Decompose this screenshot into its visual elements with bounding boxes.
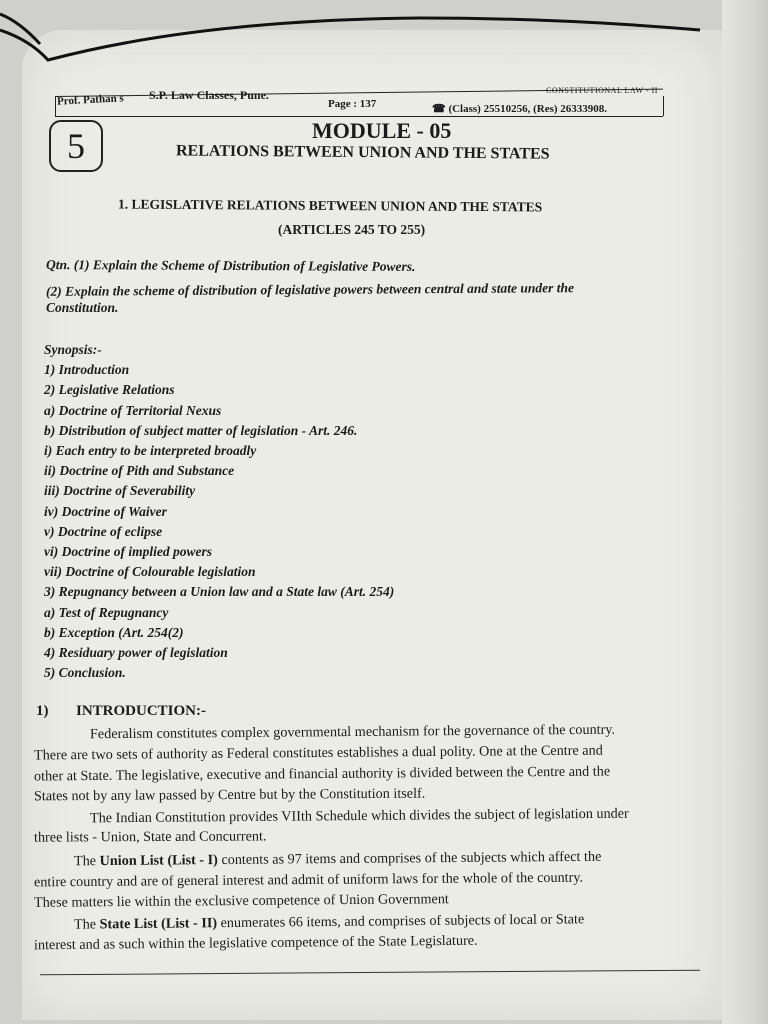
section-title: 1. LEGISLATIVE RELATIONS BETWEEN UNION AND THE STATES — [117, 196, 543, 215]
question-2: (2) Explain the scheme of distribution of legislative powers between central and state under the — [45, 280, 575, 299]
list-item: b) Distribution of subject matter of legislation - Art. 246. — [44, 422, 358, 438]
institute-name: S.P. Law Classes, Pune. — [149, 88, 269, 102]
intro-heading — [36, 703, 206, 720]
paragraph-line: Federalism constitutes complex governmental mechanism for the governance of the country. — [89, 721, 616, 743]
list-item: v) Doctrine of eclipse — [44, 523, 163, 539]
list-item: 2) Legislative Relations — [44, 382, 175, 398]
header-rule-bottom — [55, 116, 663, 117]
list-item: iii) Doctrine of Severability — [44, 483, 196, 499]
list-item: 3) Repugnancy between a Union law and a State law (Art. 254) — [44, 584, 395, 600]
list-item: vii) Doctrine of Colourable legislation — [44, 564, 256, 580]
course-name: CONSTITUTIONAL LAW - II — [546, 86, 658, 95]
intro-title: INTRODUCTION:- — [76, 703, 207, 719]
paragraph-line: States not by any law passed by Centre but by the Constitution itself. — [33, 785, 426, 805]
list-item: ii) Doctrine of Pith and Substance — [44, 463, 235, 479]
intro-number: 1) — [36, 703, 49, 719]
paragraph-line: entire country and are of general interest and admit of uniform laws for the whole of the country. — [33, 869, 584, 891]
list-item: 5) Conclusion. — [44, 665, 126, 681]
page-edge — [722, 0, 768, 1024]
synopsis-heading: Synopsis:- — [44, 342, 102, 357]
list-item: iv) Doctrine of Waiver — [44, 503, 167, 519]
author-name: Prof. Pathan s — [56, 92, 124, 108]
module-title: MODULE - 05 — [312, 118, 452, 143]
paragraph-line: The Indian Constitution provides VIIth Schedule which divides the subject of legislation under — [89, 805, 629, 827]
state-list-text: enumerates 66 items, and comprises of subjects of local or State — [220, 911, 585, 932]
paragraph-line: These matters lie within the exclusive competence of Union Government — [33, 891, 449, 911]
union-list-text: contents as 97 items and comprises of the subjects which affect the — [221, 848, 602, 869]
list-item: 1) Introduction — [44, 362, 130, 378]
module-number-box: 5 — [49, 120, 103, 172]
state-list-term: State List (List - II) — [99, 915, 218, 933]
module-subtitle: RELATIONS BETWEEN UNION AND THE STATES — [175, 142, 550, 163]
question-2-cont: Constitution. — [46, 300, 119, 315]
list-item: a) Test of Repugnancy — [44, 604, 169, 620]
page-number: Page : 137 — [328, 98, 377, 110]
page-curl — [0, 0, 768, 80]
state-prefix: The — [73, 916, 100, 933]
list-item: vi) Doctrine of implied powers — [44, 544, 212, 560]
paragraph-line: three lists - Union, State and Concurrent. — [33, 828, 267, 846]
section-articles: (ARTICLES 245 TO 255) — [278, 222, 426, 237]
list-item: i) Each entry to be interpreted broadly — [44, 443, 257, 459]
union-list-term: Union List (List - I) — [99, 852, 218, 870]
header-box-right — [663, 96, 664, 116]
phone-numbers: ☎ (Class) 25510256, (Res) 26333908. — [432, 103, 608, 115]
paragraph-line: other at State. The legislative, executive and financial authority is divided between the Centre and the — [33, 763, 611, 785]
header-box-left — [55, 96, 56, 116]
question-1: Qtn. (1) Explain the Scheme of Distribution of Legislative Powers. — [45, 257, 416, 274]
synopsis-list — [44, 340, 664, 683]
list-item: a) Doctrine of Territorial Nexus — [44, 402, 222, 418]
union-prefix: The — [73, 853, 100, 870]
list-item: b) Exception (Art. 254(2) — [44, 624, 184, 640]
list-item: 4) Residuary power of legislation — [44, 645, 228, 661]
paragraph-line: There are two sets of authority as Federal constitutes establishes a dual polity. One at the Centre and — [33, 742, 603, 764]
paragraph-line: interest and as such within the legislative competence of the State Legislature. — [33, 932, 478, 954]
